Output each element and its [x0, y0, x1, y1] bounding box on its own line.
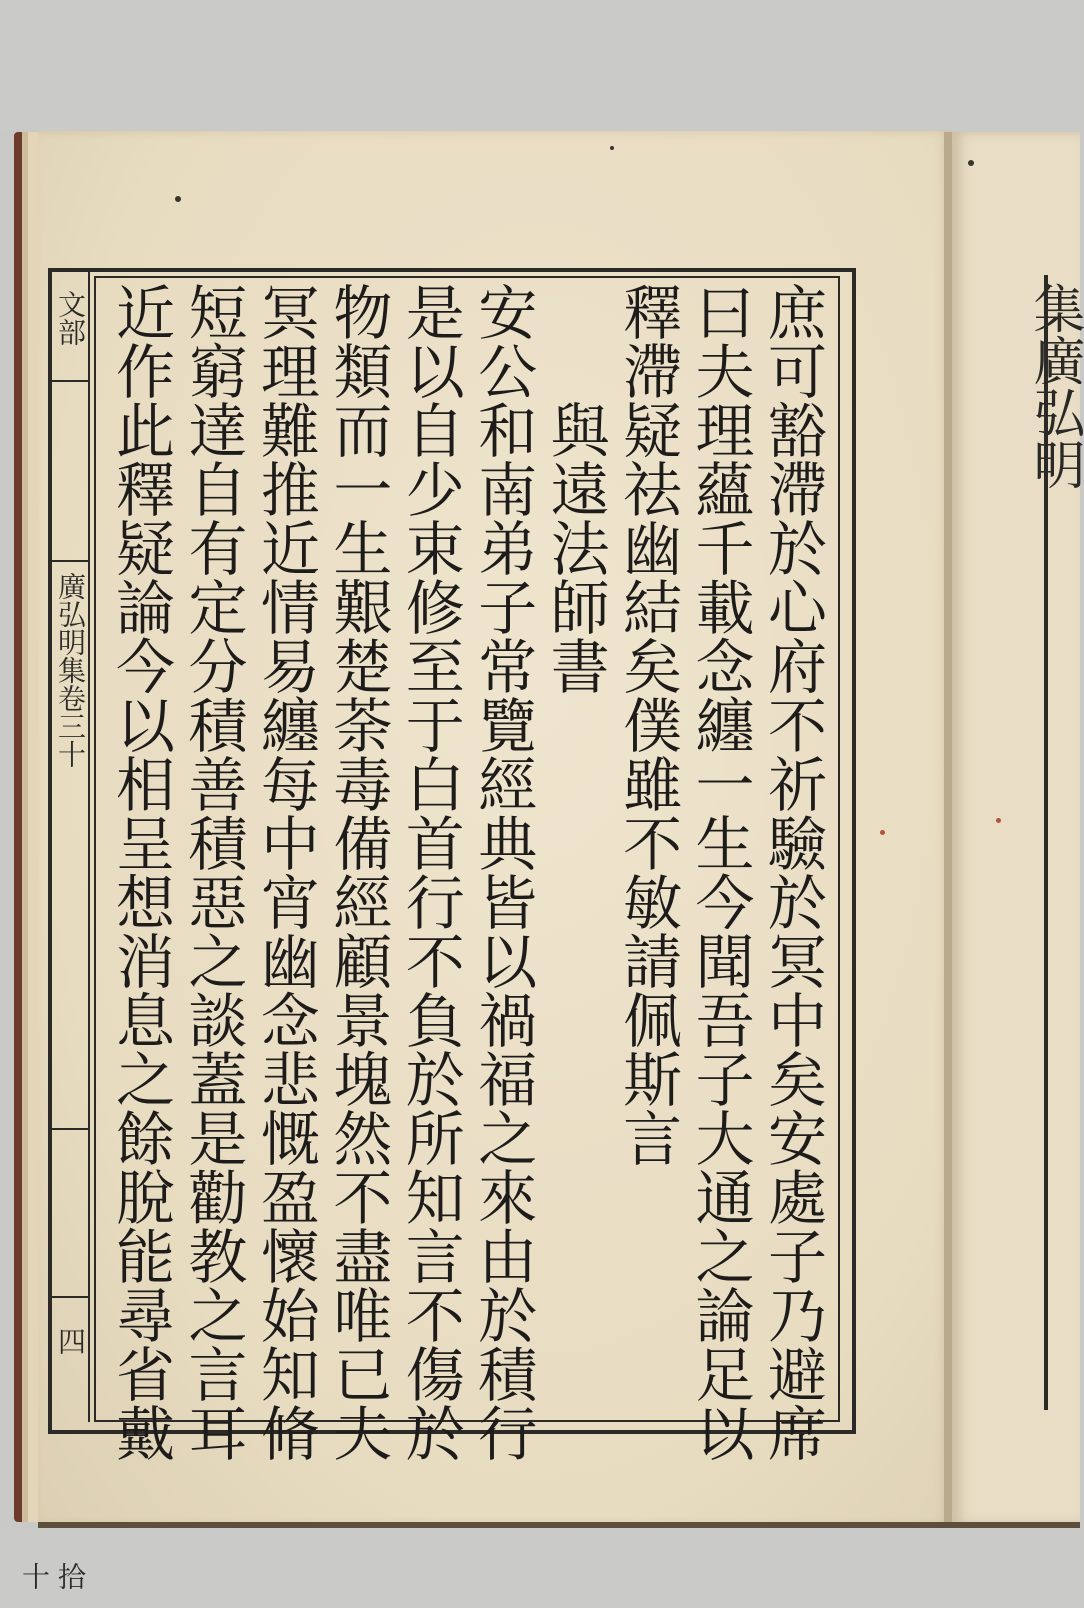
- text-column-2: 曰夫理蘊千載念纏一生今聞吾子大通之論足以: [685, 282, 755, 1462]
- text-column-3: 釋滯疑祛幽結矣僕雖不敏請佩斯言: [613, 282, 683, 1167]
- text-column-1: 庶可豁滯於心府不祈驗於冥中矣安處子乃避席: [757, 282, 827, 1462]
- ink-spot: [175, 196, 181, 202]
- banxin-page-number: 四: [54, 1327, 87, 1355]
- right-page-text-fragment: 集廣弘明: [1024, 282, 1084, 490]
- banxin-divider: [52, 380, 88, 382]
- text-column-7: 物類而一生艱楚荼毒備經顧景塊然不盡唯已夫: [323, 282, 393, 1462]
- main-text-columns: [104, 282, 828, 1462]
- paper-speck: [880, 830, 885, 835]
- banxin-section-label: 文部: [54, 290, 87, 346]
- text-column-9: 短窮達自有定分積善積惡之談蓋是勸教之言耳: [178, 282, 248, 1462]
- paper-speck: [996, 818, 1001, 823]
- banxin-divider: [52, 1296, 88, 1298]
- text-column-5: 安公和南弟子常覽經典皆以禍福之來由於積行: [468, 282, 538, 1462]
- ink-spot: [610, 146, 614, 150]
- text-column-10: 近作此釋疑論今以相呈想消息之餘脫能尋省戴: [106, 282, 175, 1462]
- banxin-sheet-number: 拾十: [18, 1562, 87, 1590]
- text-column-6: 是以自少束修至于白首行不負於所知言不傷於: [395, 282, 465, 1462]
- scan-background-top: [0, 0, 1080, 130]
- letter-heading-column: 與遠法師書: [540, 400, 610, 695]
- banxin-divider: [52, 1128, 88, 1130]
- banxin-divider: [52, 560, 88, 562]
- scan-background-bottom: [0, 1528, 1080, 1608]
- block-center-strip: [18, 272, 90, 1590]
- text-column-8: 冥理難推近情易纏每中宵幽念悲慨盈懷始知脩: [250, 282, 320, 1462]
- banxin-book-title: 廣弘明集卷三十: [54, 572, 87, 768]
- ink-spot: [968, 160, 974, 166]
